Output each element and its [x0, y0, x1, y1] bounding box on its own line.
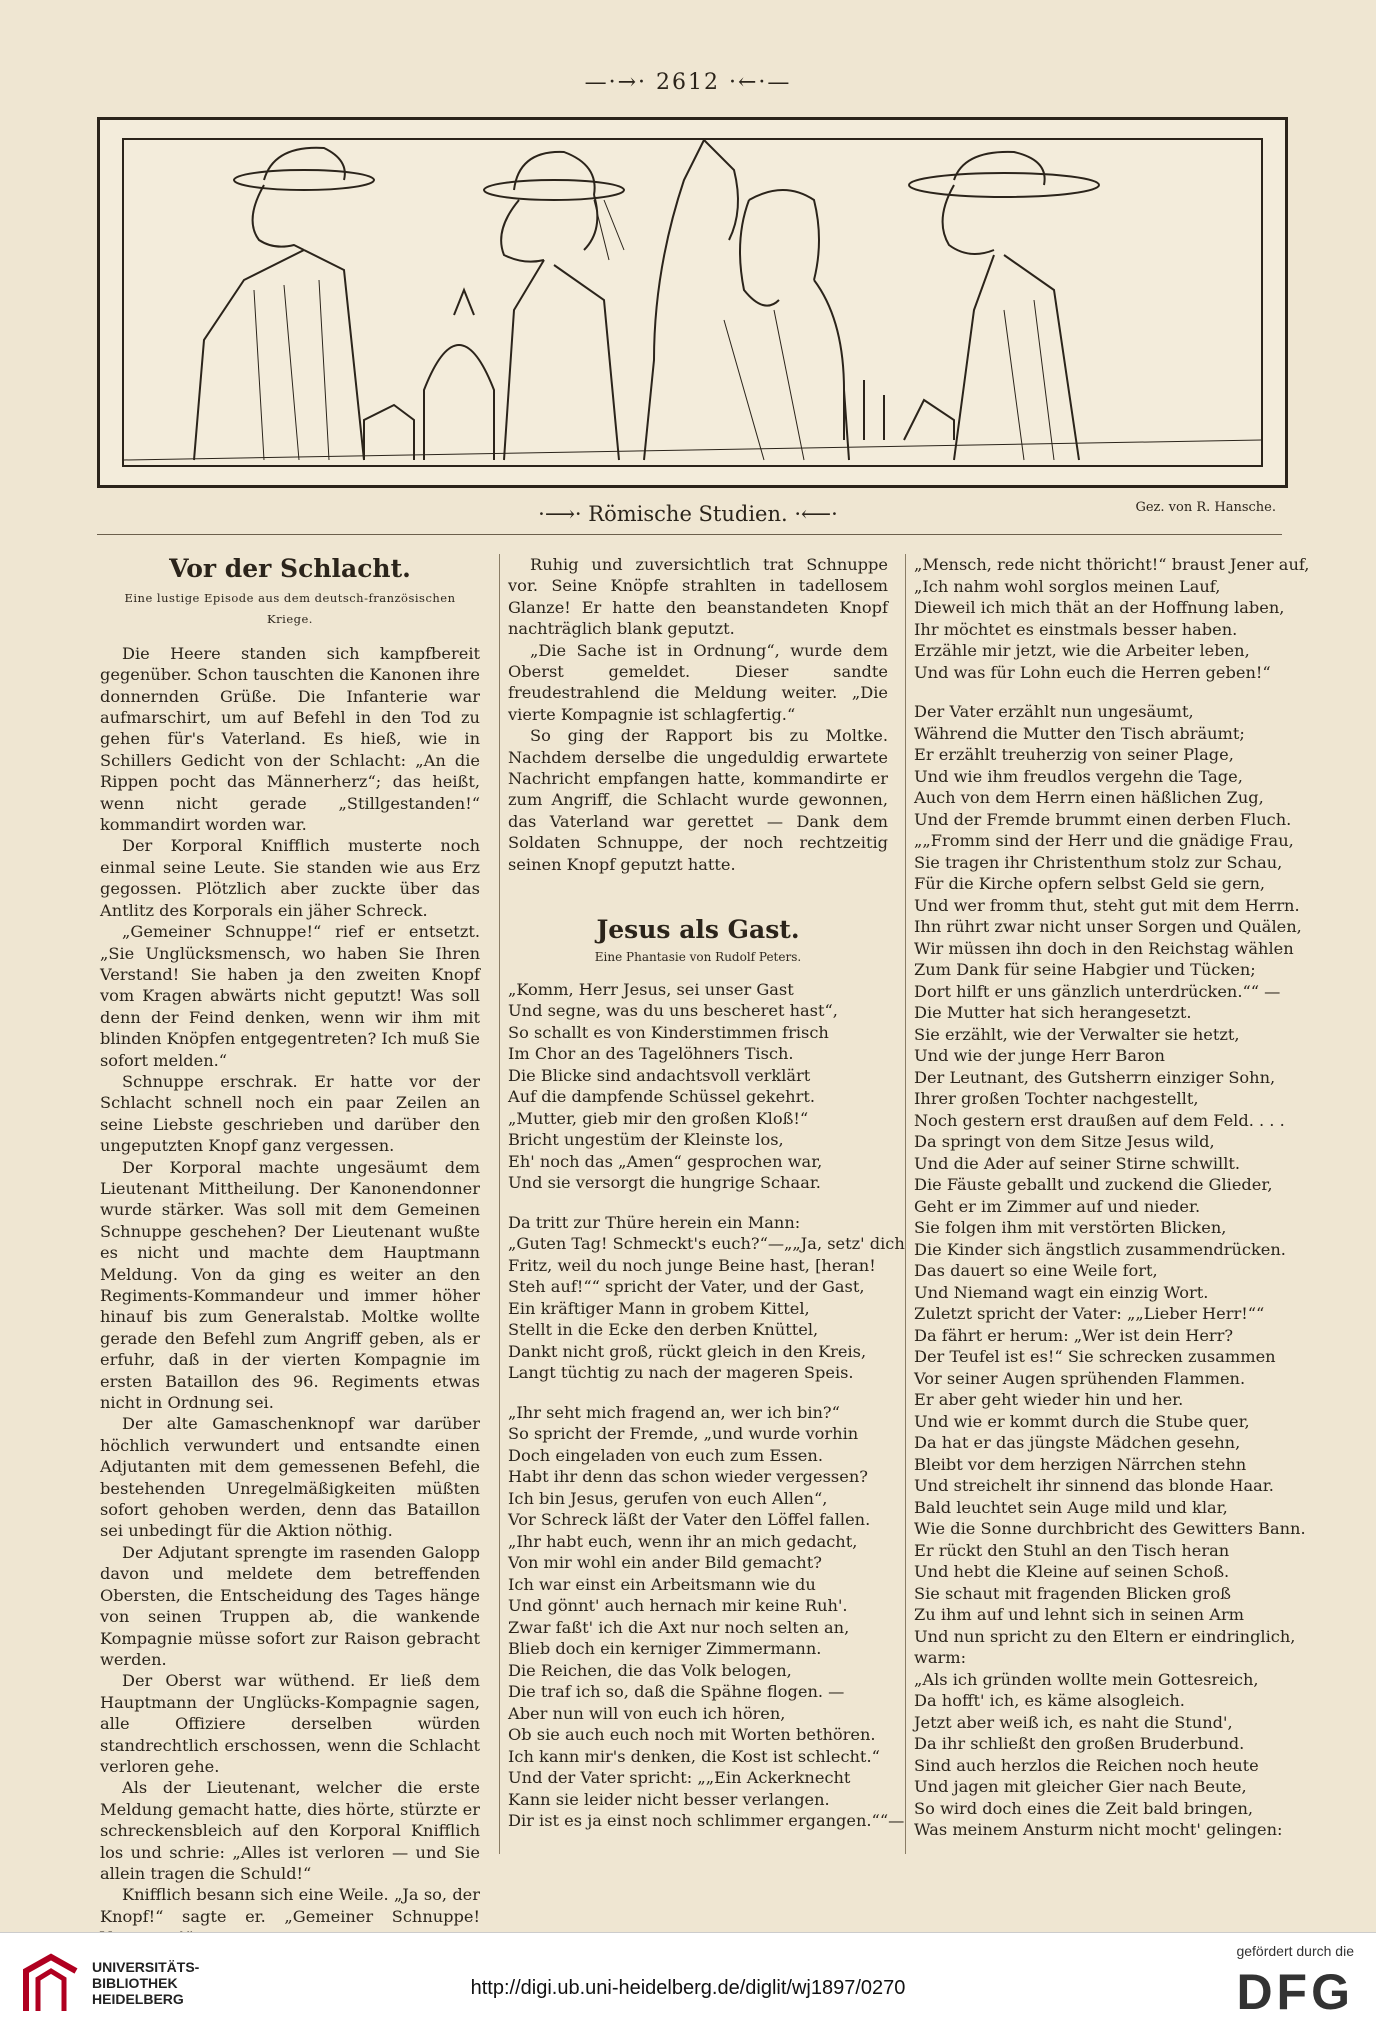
poem-line: Kann sie leider nicht besser verlangen.	[508, 1789, 830, 1809]
poem-line: „„Fromm sind der Herr und die gnädige Frau,	[914, 831, 1294, 850]
paragraph: So ging der Rapport bis zu Moltke. Nachdem derselbe die ungeduldig erwartete Nachricht empfangen hatte, kommandirte er zum Angriff, die Schlacht wurde gewonnen, das Vaterland war gerettet — Dank dem Soldaten Schnuppe, der noch rechtzeitig seinen Knopf geputzt hatte.	[508, 726, 888, 874]
poem-line: „Mutter, gieb mir den großen Kloß!“	[508, 1108, 809, 1128]
poem-line: Geht er im Zimmer auf und nieder.	[914, 1196, 1201, 1216]
poem-line: Während die Mutter den Tisch abräumt;	[914, 723, 1245, 743]
poem-line: Zum Dank für seine Habgier und Tücken;	[914, 960, 1256, 979]
poem-line: Da springt von dem Sitze Jesus wild,	[914, 1132, 1215, 1151]
header-divider	[97, 534, 1282, 535]
poem-line: Steh auf!““ spricht der Vater, und der Gast,	[508, 1277, 865, 1296]
column-divider	[905, 554, 906, 1854]
poem-line: Sie tragen ihr Christenthum stolz zur Schau,	[914, 852, 1283, 872]
poem-line: Eh' noch das „Amen“ gesprochen war,	[508, 1151, 823, 1171]
poem-line: Im Chor an des Tagelöhners Tisch.	[508, 1044, 794, 1063]
poem-line: Vor Schreck läßt der Vater den Löffel fallen.	[508, 1510, 871, 1529]
paragraph: Als der Lieutenant, welcher die erste Meldung gemacht hatte, dies hörte, stürzte er schreckensbleich auf den Korporal Knifflich los und schrie: „Alles ist verloren — und Sie allein tragen die Schuld!“	[100, 1778, 481, 1883]
poem-line: Die Kinder sich ängstlich zusammendrücken.	[914, 1239, 1286, 1259]
poem-line: Und jagen mit gleicher Gier nach Beute,	[914, 1777, 1247, 1796]
poem-line: Sie erzählt, wie der Verwalter sie hetzt,	[914, 1024, 1240, 1044]
poem-line: Bald leuchtet sein Auge mild und klar,	[914, 1497, 1228, 1517]
poem-line: Und die Ader auf seiner Stirne schwillt.	[914, 1153, 1241, 1173]
poem-line: Erzähle mir jetzt, wie die Arbeiter leben,	[914, 641, 1250, 660]
poem-line: Vor seiner Augen sprühenden Flammen.	[914, 1368, 1246, 1388]
poem-line: Die traf ich so, daß die Spähne flogen. —	[508, 1682, 845, 1701]
poem-line: Auch von dem Herrn einen häßlichen Zug,	[914, 788, 1264, 807]
poem-line: Er aber geht wieder hin und her.	[914, 1390, 1184, 1409]
paragraph: Schnuppe erschrak. Er hatte vor der Schlacht schnell noch ein paar Zeilen an seine Liebste geschrieben und darüber den ungeputzten Knopf ganz vergessen.	[100, 1071, 480, 1156]
poem-line: Jetzt aber weiß ich, es naht die Stund',	[914, 1712, 1233, 1732]
paragraph: Der Korporal machte ungesäumt dem Lieutenant Mittheilung. Der Kanonendonner wurde stärker. Was soll mit dem Gemeinen Schnuppe geschehen? Der Lieutenant wußte es nicht und machte dem Hauptmann Meldung. Von da ging es weiter an den Regiments-Kommandeur und immer höher hinauf bis zum Generalstab. Moltke wollte gerade den Befehl zum Angriff geben, als er erfuhr, daß in der vierten Kompagnie im ersten Bataillon des 96. Regiments etwas nicht in Ordnung sei.	[100, 1157, 480, 1413]
poem-line: Dir ist es ja einst noch schlimmer ergangen.““—	[508, 1811, 905, 1830]
poem-line: Für die Kirche opfern selbst Geld sie gern,	[914, 874, 1266, 893]
illustration-frame	[97, 117, 1288, 488]
poem-line: Bricht ungestüm der Kleinste los,	[508, 1130, 784, 1149]
source-url-link[interactable]: http://digi.ub.uni-heidelberg.de/diglit/wj1897/0270	[470, 1977, 906, 1999]
poem-line: Das dauert so eine Weile fort,	[914, 1261, 1158, 1280]
paragraph: Knifflich besann sich eine Weile. „Ja so, der Knopf!“ sagte er. „Gemeiner Schnuppe!	[100, 1885, 480, 1926]
paragraph: „Gemeiner Schnuppe!“ rief er entsetzt. „Sie Unglücksmensch, wo haben Sie Ihren Verstand! Sie haben ja den zweiten Knopf vom Kragen abwärts nicht geputzt! Was soll denn der Feind denken, wenn wir ihm mit blinden Knöpfen entgegentreten? Ich muß Sie sofort melden.“	[100, 922, 481, 1070]
poem-line: Da tritt zur Thüre herein ein Mann:	[508, 1212, 801, 1232]
stanza-break	[508, 1384, 888, 1402]
poem-line: Der Teufel ist es!“ Sie schrecken zusammen	[914, 1347, 1276, 1366]
poem-line: Fritz, weil du noch junge Beine hast, [heran!	[508, 1255, 876, 1275]
poem-line: Langt tüchtig zu nach der mageren Speis.	[508, 1363, 854, 1382]
poem-line: Und wie er kommt durch die Stube quer,	[914, 1411, 1250, 1431]
paragraph: „Die Sache ist in Ordnung“, wurde dem Oberst gemeldet. Dieser sandte freudestrahlend die Meldung weiter. „Die vierte Kompagnie ist schlagfertig.“	[508, 640, 888, 724]
poem-line: Da fährt er herum: „Wer ist dein Herr?	[914, 1325, 1234, 1345]
poem-line: Dieweil ich mich thät an der Hoffnung laben,	[914, 598, 1285, 617]
poem-line: Ich kann mir's denken, die Kost ist schlecht.“	[508, 1746, 880, 1766]
poem-line: Und wie der junge Herr Baron	[914, 1046, 1165, 1065]
stanza-break	[508, 1194, 888, 1212]
dfg-logo: DFG	[1236, 1964, 1354, 2020]
column-divider	[499, 554, 500, 1854]
poem-line: Ihrer großen Tochter nachgestellt,	[914, 1089, 1199, 1108]
poem-line: Und wie ihm freudlos vergehn die Tage,	[914, 766, 1243, 786]
poem-line: So wird doch eines die Zeit bald bringen,	[914, 1798, 1254, 1818]
poem-line: Der Vater erzählt nun ungesäumt,	[914, 702, 1194, 721]
column-3	[914, 554, 1310, 1841]
roman-studies-drawing	[124, 140, 1261, 465]
poem-title: Jesus als Gast.	[596, 915, 800, 945]
illustration-credit: Gez. von R. Hansche.	[1135, 500, 1276, 515]
digitization-footer	[0, 1932, 1376, 2035]
article-title: Vor der Schlacht.	[169, 554, 411, 583]
page-number: —·→· 2612 ·←·—	[584, 70, 792, 95]
poem-line: Habt ihr denn das schon wieder vergessen?	[508, 1467, 868, 1486]
poem-line: Ich war einst ein Arbeitsmann wie du	[508, 1574, 816, 1594]
institution-name: UNIVERSITÄTS- BIBLIOTHEK HEIDELBERG	[92, 1959, 200, 2007]
poem-line: Und nun spricht zu den Eltern er eindringlich,	[914, 1626, 1296, 1646]
poem-line: Dort hilft er uns gänzlich unterdrücken.““ —	[914, 981, 1281, 1001]
poem-line: Er rückt den Stuhl an den Tisch heran	[914, 1540, 1230, 1560]
poem-line: Und segne, was du uns bescheret hast“,	[508, 1001, 838, 1020]
poem-line: Auf die dampfende Schüssel gekehrt.	[508, 1087, 815, 1106]
funding-note: gefördert durch die	[1236, 1943, 1354, 1959]
paragraph: Der Korporal Knifflich musterte noch einmal seine Leute. Sie standen wie aus Erz gegossen. Plötzlich aber zuckte über das Antlitz des Korporals ein jäher Schreck.	[100, 836, 480, 920]
poem-line: Und hebt die Kleine auf seinen Schoß.	[914, 1562, 1230, 1581]
poem-line: Sie schaut mit fragenden Blicken groß	[914, 1583, 1231, 1603]
poem-line: Und sie versorgt die hungrige Schaar.	[508, 1173, 821, 1192]
illustration-caption: ·⟶· Römische Studien. ·⟵·	[538, 502, 838, 526]
poem-line: Da hofft' ich, es käme alsogleich.	[914, 1691, 1185, 1710]
poem-line: Aber nun will von euch ich hören,	[508, 1703, 786, 1723]
poem-line: Die Blicke sind andachtsvoll verklärt	[508, 1065, 811, 1085]
paragraph: Der Adjutant sprengte im rasenden Galopp davon und meldete dem betreffenden Obersten, die Entscheidung des Tages hänge von seinen Truppen ab, die wankende Kompagnie müsse sofort zur Raison gebracht werden.	[100, 1542, 480, 1669]
column-2	[508, 554, 905, 1832]
poem-line: Sind auch herzlos die Reichen noch heute	[914, 1755, 1259, 1775]
poem-line: So spricht der Fremde, „und wurde vorhin	[508, 1424, 859, 1443]
poem-line: „Guten Tag! Schmeckt's euch?“—„„Ja, setz' dich	[508, 1234, 905, 1253]
poem-line: Doch eingeladen von euch zum Essen.	[508, 1445, 823, 1465]
poem-line: Noch gestern erst draußen auf dem Feld. . . .	[914, 1110, 1285, 1130]
poem-line: Von mir wohl ein ander Bild gemacht?	[508, 1553, 822, 1572]
column-1	[100, 554, 480, 1949]
poem-line: Stellt in die Ecke den derben Knüttel,	[508, 1320, 819, 1339]
poem-part-1	[508, 979, 905, 1832]
poem-line: „Komm, Herr Jesus, sei unser Gast	[508, 979, 794, 999]
poem-line: Bleibt vor dem herzigen Närrchen stehn	[914, 1454, 1247, 1474]
poem-line: Zwar faßt' ich die Axt nur noch selten an,	[508, 1617, 850, 1637]
poem-line: Die Fäuste geballt und zuckend die Glieder,	[914, 1175, 1273, 1194]
paragraph: Die Heere standen sich kampfbereit gegenüber. Schon tauschten die Kanonen ihre donnernden Grüße. Die Infanterie war aufmarschirt, um auf Befehl in den Tod zu gehen für's Vaterland. Es hieß, wie in Schillers Gedicht von der Schlacht: „An die Rippen pocht das Männerherz“; das heißt, wenn nicht gerade „Stillgestanden!“ kommandirt worden war.	[100, 643, 480, 835]
poem-line: Und wer fromm thut, steht gut mit dem Herrn.	[914, 895, 1300, 915]
paragraph: Ruhig und zuversichtlich trat Schnuppe vor. Seine Knöpfe strahlten in tadellosem Glanze! Er hatte den beanstandeten Knopf nachträglich blank geputzt.	[508, 555, 888, 639]
paragraph: Der Oberst war wüthend. Er ließ dem Hauptmann der Unglücks-Kompagnie sagen, alle Offiziere derselben würden standrechtlich erschossen, wenn die Schlacht verloren gehe.	[100, 1671, 480, 1776]
poem-line: Wie die Sonne durchbricht des Gewitters Bann.	[914, 1519, 1306, 1538]
poem-part-2	[914, 554, 1310, 1841]
article-subtitle: Eine lustige Episode aus dem deutsch-französischen Kriege.	[124, 591, 456, 627]
illustration	[122, 138, 1263, 467]
poem-line: Die Mutter hat sich herangesetzt.	[914, 1003, 1192, 1022]
poem-line: Ihn rührt zwar nicht unser Sorgen und Quälen,	[914, 917, 1302, 936]
poem-subtitle: Eine Phantasie von Rudolf Peters.	[594, 950, 802, 965]
poem-line: Er erzählt treuherzig von seiner Plage,	[914, 745, 1234, 764]
poem-line: Ihr möchtet es einstmals besser haben.	[914, 619, 1238, 639]
poem-line: Ein kräftiger Mann in grobem Kittel,	[508, 1298, 810, 1318]
poem-line: Ich bin Jesus, gerufen von euch Allen“,	[508, 1488, 828, 1508]
poem-line: Zu ihm auf und lehnt sich in seinen Arm	[914, 1605, 1245, 1624]
paragraph: Der alte Gamaschenknopf war darüber höchlich verwundert und entsandte einen Adjutanten mit dem gemessenen Befehl, die bestehenden Unregelmäßigkeiten müßten sofort gehoben werden, denn das Bataillon sei unbedingt für die Aktion nöthig.	[100, 1414, 480, 1541]
poem-line: Und gönnt' auch hernach mir keine Ruh'.	[508, 1596, 848, 1615]
poem-line: „Ihr habt euch, wenn ihr an mich gedacht,	[508, 1531, 858, 1551]
poem-line: „Als ich gründen wollte mein Gottesreich,	[914, 1669, 1259, 1689]
poem-line: Und der Vater spricht: „„Ein Ackerknecht	[508, 1768, 851, 1787]
poem-line: Und der Fremde brummt einen derben Fluch.	[914, 809, 1292, 829]
poem-line: Blieb doch ein kerniger Zimmermann.	[508, 1639, 822, 1658]
poem-line: Zuletzt spricht der Vater: „„Lieber Herr!““	[914, 1304, 1265, 1323]
poem-line: Da hat er das jüngste Mädchen gesehn,	[914, 1433, 1241, 1452]
poem-line: „Mensch, rede nicht thöricht!“ braust Jener auf,	[914, 555, 1310, 574]
poem-line: Die Reichen, die das Volk belogen,	[508, 1660, 792, 1680]
poem-line: Ob sie auch euch noch mit Worten bethören.	[508, 1725, 876, 1744]
poem-line: Und was für Lohn euch die Herren geben!“	[914, 662, 1271, 682]
poem-line: „Ich nahm wohl sorglos meinen Lauf,	[914, 576, 1221, 596]
poem-line: Und streichelt ihr sinnend das blonde Haar.	[914, 1476, 1274, 1495]
poem-line: warm:	[914, 1648, 967, 1667]
poem-line: Der Leutnant, des Gutsherrn einziger Sohn,	[914, 1067, 1276, 1087]
poem-line: Da ihr schließt den großen Bruderbund.	[914, 1734, 1245, 1753]
poem-line: Dankt nicht groß, rückt gleich in den Kreis,	[508, 1341, 867, 1361]
poem-line: Wir müssen ihn doch in den Reichstag wählen	[914, 938, 1294, 958]
stanza-break	[914, 683, 1299, 701]
poem-line: Und Niemand wagt ein einzig Wort.	[914, 1282, 1209, 1302]
poem-line: Was meinem Ansturm nicht mocht' gelingen:	[914, 1820, 1283, 1839]
poem-line: Sie folgen ihm mit verstörten Blicken,	[914, 1218, 1227, 1237]
poem-line: So schallt es von Kinderstimmen frisch	[508, 1022, 829, 1042]
poem-line: „Ihr seht mich fragend an, wer ich bin?“	[508, 1402, 840, 1422]
